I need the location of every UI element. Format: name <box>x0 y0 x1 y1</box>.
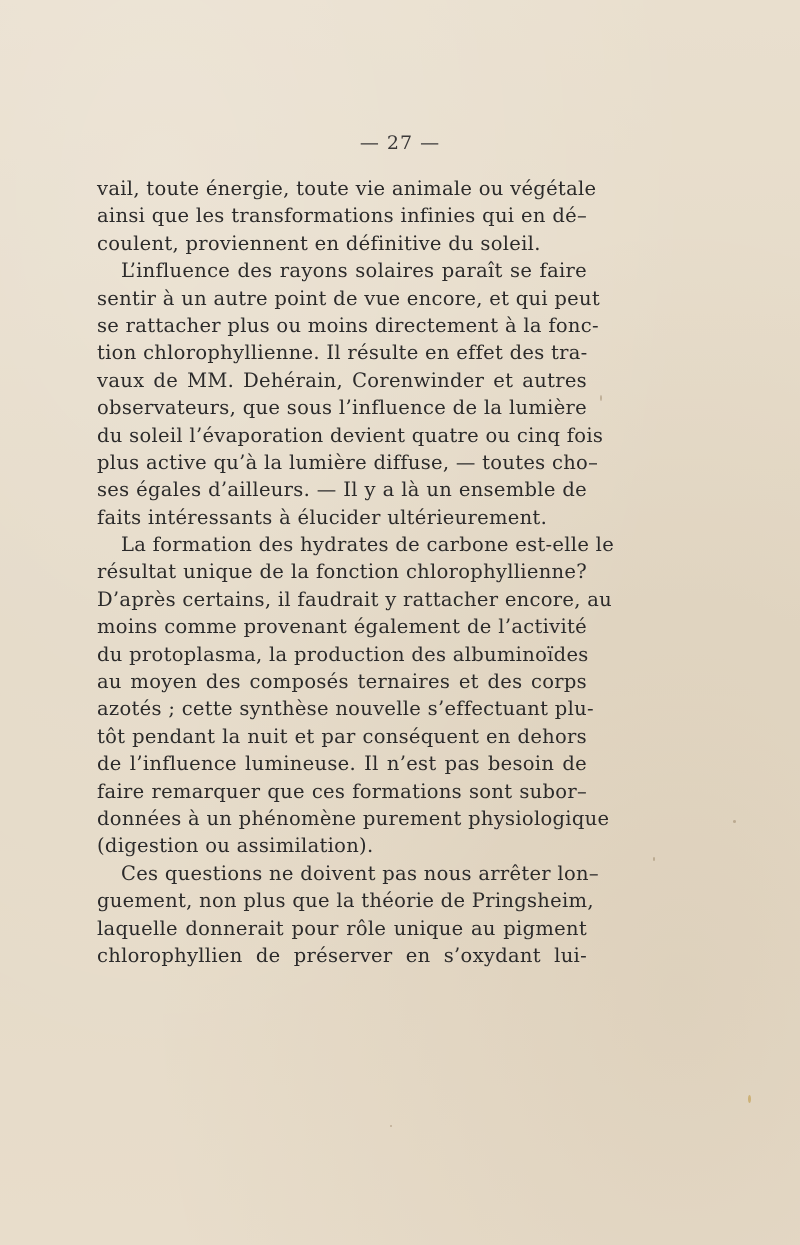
text-line: données à un phénomène purement physiologique <box>97 806 610 830</box>
text-line: ses égales d’ailleurs. — Il y a là un ensemble de <box>97 478 587 502</box>
text-line: moins comme provenant également de l’activité <box>97 615 587 639</box>
text-line: au moyen des composés ternaires et des corps <box>97 670 587 694</box>
text-line: guement, non plus que la théorie de Pringsheim, <box>97 889 594 913</box>
text-line: résultat unique de la fonction chlorophyllienne? <box>97 560 587 584</box>
text-line: plus active qu’à la lumière diffuse, — toutes cho– <box>97 450 599 474</box>
text-line: vail, toute énergie, toute vie animale ou végétale <box>97 177 597 200</box>
text-line: du soleil l’évaporation devient quatre ou cinq fois <box>97 423 604 447</box>
page-number: — 27 — <box>359 132 441 154</box>
text-line: La formation des hydrates de carbone est-elle le <box>121 533 615 557</box>
text-line: tion chlorophyllienne. Il résulte en effet des tra- <box>97 341 588 365</box>
text-line: L’influence des rayons solaires paraît se faire <box>121 259 587 283</box>
paper-speck <box>653 857 655 861</box>
paper-speck <box>600 395 602 401</box>
paper-speck <box>390 1125 392 1127</box>
text-line: faits intéressants à élucider ultérieurement. <box>97 505 548 529</box>
text-line: tôt pendant la nuit et par conséquent en dehors <box>97 724 587 748</box>
text-line: faire remarquer que ces formations sont subor– <box>97 779 587 803</box>
text-line: Ces questions ne doivent pas nous arrêter lon– <box>121 861 599 885</box>
text-line: se rattacher plus ou moins directement à la fonc- <box>97 313 599 337</box>
paper-speck <box>748 1095 751 1103</box>
text-line: vaux de MM. Dehérain, Corenwinder et autres <box>97 368 587 392</box>
text-line: chlorophyllien de préserver en s’oxydant lui- <box>97 943 587 967</box>
text-line: (digestion ou assimilation). <box>97 834 374 858</box>
text-line: sentir à un autre point de vue encore, et qui peut <box>97 286 600 310</box>
text-line: azotés ; cette synthèse nouvelle s’effectuant plu- <box>97 697 594 721</box>
paper-speck <box>733 820 736 823</box>
text-line: laquelle donnerait pour rôle unique au pigment <box>97 916 587 940</box>
text-line: de l’influence lumineuse. Il n’est pas besoin de <box>97 752 587 776</box>
text-line: du protoplasma, la production des albuminoïdes <box>97 642 589 666</box>
body-text <box>97 175 615 969</box>
text-line: observateurs, que sous l’influence de la lumière <box>97 396 587 420</box>
text-line: ainsi que les transformations infinies qui en dé– <box>97 204 587 228</box>
text-line: D’après certains, il faudrait y rattacher encore, au <box>97 587 613 611</box>
text-line: coulent, proviennent en définitive du soleil. <box>97 231 541 255</box>
